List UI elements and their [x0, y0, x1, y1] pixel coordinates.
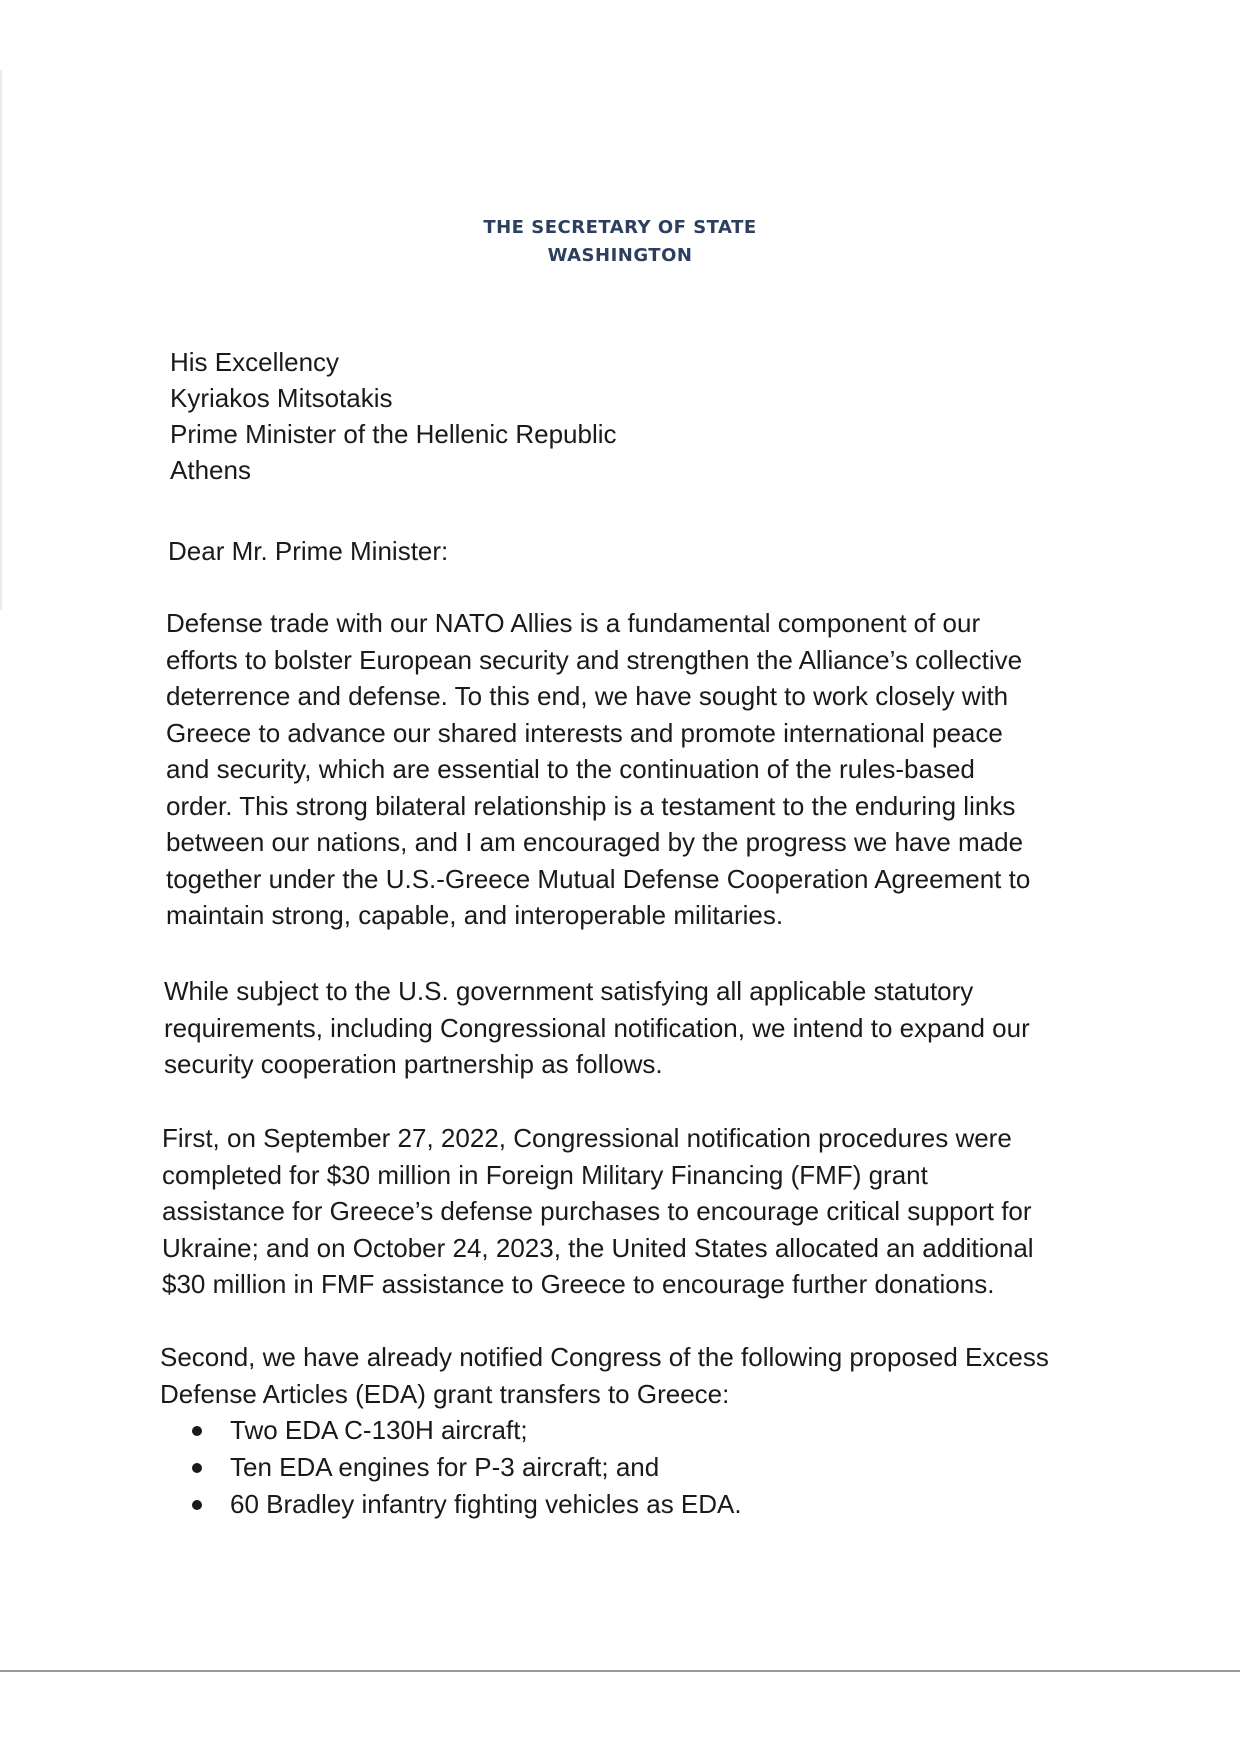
recipient-line: His Excellency [170, 347, 340, 377]
list-item-text: Two EDA C-130H aircraft; [230, 1415, 528, 1445]
recipient-line: Kyriakos Mitsotakis [170, 383, 393, 413]
recipient-line: Athens [170, 455, 251, 485]
recipient-address [170, 344, 617, 488]
paragraph-eda-transfers [160, 1339, 1049, 1412]
paragraph-line: security cooperation partnership as follows. [164, 1049, 663, 1079]
paragraph-line: efforts to bolster European security and strengthen the Alliance’s collective [166, 644, 1023, 675]
paragraph-line: requirements, including Congressional notification, we intend to expand our [164, 1012, 1030, 1043]
paragraph-line: order. This strong bilateral relationship is a testament to the enduring links [166, 790, 1016, 821]
paragraph-statutory-requirements [164, 973, 1030, 1083]
paragraph-line: Defense Articles (EDA) grant transfers to Greece: [160, 1378, 730, 1409]
paragraph-line: Greece to advance our shared interests and promote international peace [166, 717, 1003, 748]
recipient-line: Prime Minister of the Hellenic Republic [170, 419, 617, 449]
paragraph-fmf-assistance [162, 1120, 1034, 1303]
letterhead-location: WASHINGTON [547, 245, 693, 266]
paragraph-line: assistance for Greece’s defense purchases to encourage critical support for [162, 1196, 1032, 1226]
paragraph-line: Second, we have already notified Congress of the following proposed Excess [160, 1342, 1049, 1372]
paragraph-line: completed for $30 million in Foreign Military Financing (FMF) grant [162, 1159, 928, 1190]
paragraph-line: Defense trade with our NATO Allies is a fundamental component of our [166, 608, 981, 638]
footer-divider [0, 1670, 1240, 1672]
salutation: Dear Mr. Prime Minister: [168, 536, 449, 566]
paragraph-line: Ukraine; and on October 24, 2023, the United States allocated an additional [162, 1232, 1034, 1263]
letterhead-title: THE SECRETARY OF STATE [483, 217, 757, 238]
list-item-text: Ten EDA engines for P-3 aircraft; and [230, 1452, 660, 1482]
bullet-icon [192, 1463, 202, 1473]
list-item-text: 60 Bradley infantry fighting vehicles as EDA. [230, 1489, 742, 1519]
paragraph-defense-trade [166, 605, 1030, 934]
paragraph-line: First, on September 27, 2022, Congressional notification procedures were [162, 1123, 1012, 1153]
letterhead [0, 214, 1240, 270]
list-item [188, 1449, 742, 1486]
eda-transfer-list [188, 1412, 742, 1523]
paragraph-line: together under the U.S.-Greece Mutual Defense Cooperation Agreement to [166, 863, 1031, 894]
bullet-icon [192, 1426, 202, 1436]
paragraph-line: deterrence and defense. To this end, we have sought to work closely with [166, 681, 1009, 711]
bullet-icon [192, 1500, 202, 1510]
paragraph-line: While subject to the U.S. government satisfying all applicable statutory [164, 976, 974, 1006]
list-item [188, 1486, 742, 1523]
scan-shadow-edge [0, 70, 3, 610]
paragraph-line: $30 million in FMF assistance to Greece to encourage further donations. [162, 1269, 995, 1299]
list-item [188, 1412, 742, 1449]
paragraph-line: between our nations, and I am encouraged by the progress we have made [166, 827, 1024, 857]
paragraph-line: and security, which are essential to the continuation of the rules-based [166, 754, 975, 784]
paragraph-line: maintain strong, capable, and interoperable militaries. [166, 900, 784, 930]
